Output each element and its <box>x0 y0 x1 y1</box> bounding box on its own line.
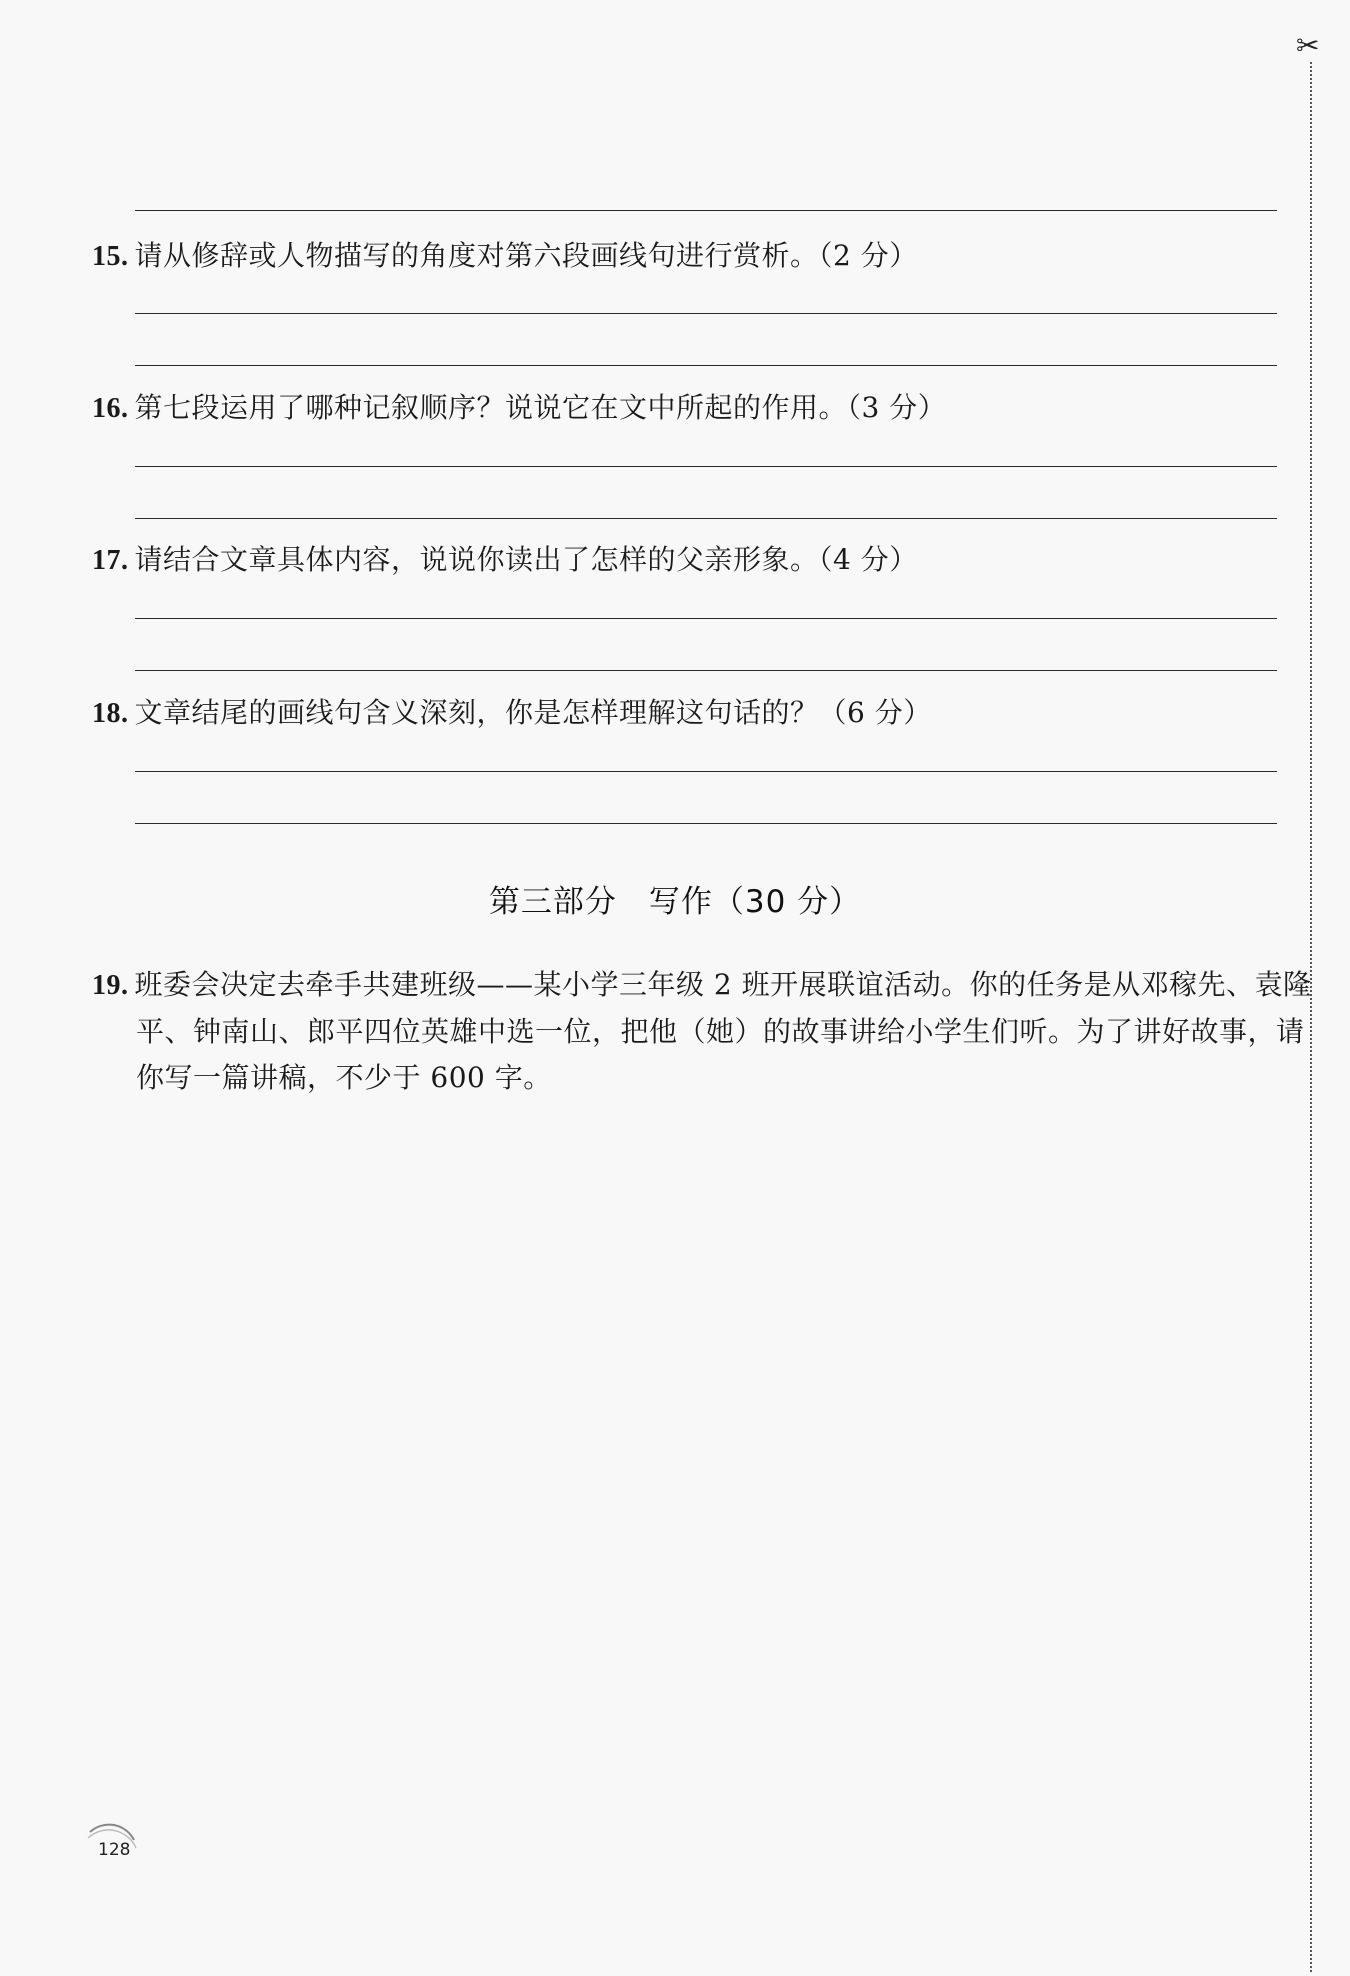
answer-line[interactable] <box>135 365 1277 366</box>
writing-task-line-1 <box>92 962 1312 1009</box>
answer-line[interactable] <box>135 771 1277 772</box>
answer-line[interactable] <box>135 313 1277 314</box>
question-text: 请结合文章具体内容，说说你读出了怎样的父亲形象。（4 分） <box>134 543 918 576</box>
writing-task-text: 班委会决定去牵手共建班级——某小学三年级 2 班开展联谊活动。你的任务是从邓稼先、袁隆 <box>134 968 1312 1001</box>
question-15 <box>92 236 918 277</box>
answer-line[interactable] <box>135 518 1277 519</box>
page-number: 128 <box>98 1840 131 1860</box>
question-19 <box>92 962 1312 1101</box>
answer-line[interactable] <box>135 210 1277 211</box>
question-number: 15. <box>92 241 129 272</box>
writing-task-line-3: 你写一篇讲稿，不少于 600 字。 <box>136 1061 552 1094</box>
answer-line[interactable] <box>135 823 1277 824</box>
answer-line[interactable] <box>135 670 1277 671</box>
question-text: 第七段运用了哪种记叙顺序？说说它在文中所起的作用。（3 分） <box>134 391 947 424</box>
cut-line <box>1310 62 1312 1972</box>
question-text: 请从修辞或人物描写的角度对第六段画线句进行赏析。（2 分） <box>134 239 918 272</box>
writing-task-line-2: 平、钟南山、郎平四位英雄中选一位，把他（她）的故事讲给小学生们听。为了讲好故事，请 <box>136 1015 1305 1048</box>
answer-line[interactable] <box>135 466 1277 467</box>
answer-line[interactable] <box>135 618 1277 619</box>
scissors-icon: ✂ <box>1296 29 1320 62</box>
question-18 <box>92 693 932 734</box>
question-number: 18. <box>92 698 129 729</box>
section-title: 第三部分 写作（30 分） <box>488 884 862 920</box>
question-number: 16. <box>92 393 129 424</box>
question-number: 19. <box>92 970 129 1001</box>
question-17 <box>92 540 918 581</box>
question-text: 文章结尾的画线句含义深刻，你是怎样理解这句话的？（6 分） <box>134 696 932 729</box>
question-16 <box>92 388 946 429</box>
question-number: 17. <box>92 545 129 576</box>
